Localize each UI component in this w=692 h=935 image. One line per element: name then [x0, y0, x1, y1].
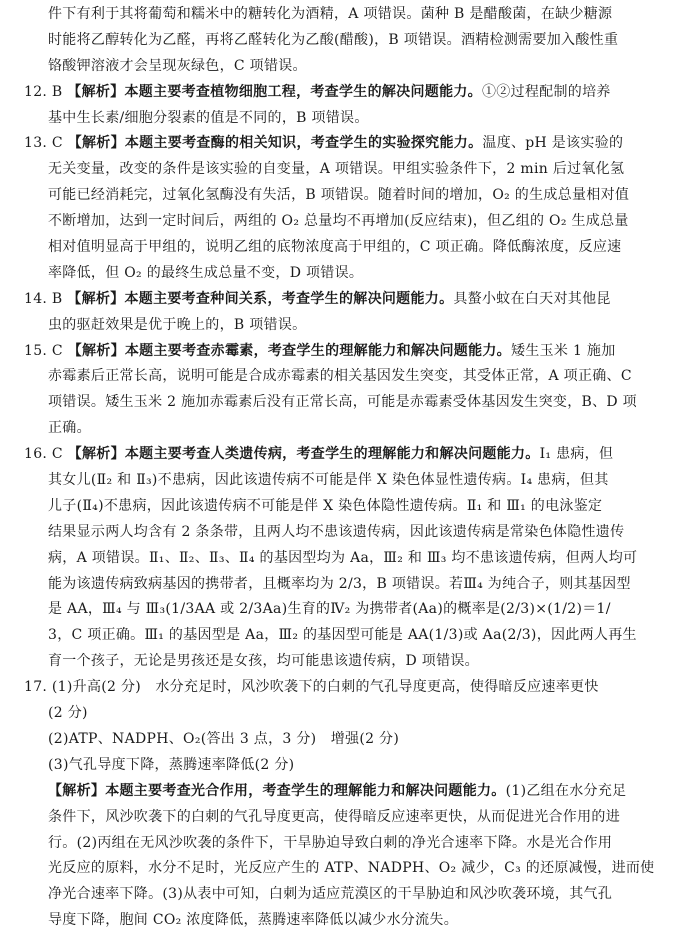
question-number: 14. B: [24, 290, 68, 307]
text-line: [24, 390, 672, 416]
line-text: 无关变量，改变的条件是该实验的自变量，A 项错误。甲组实验条件下，2 min 后过氧化氢: [48, 161, 625, 178]
line-text: 3，C 项正确。Ⅲ₁ 的基因型是 Aa，Ⅲ₂ 的基因型可能是 AA(1/3)或 Aa(2/3)，因此两人再生: [48, 627, 637, 644]
question-number: 17.: [24, 679, 52, 696]
text-line: [24, 183, 672, 209]
question-number: 13. C: [24, 135, 68, 152]
text-line: [24, 597, 672, 623]
line-text: Ⅰ₁ 患病，但: [539, 446, 614, 463]
text-line: [24, 753, 672, 779]
line-text: 矮生玉米 1 施加: [511, 342, 616, 359]
text-line: [24, 779, 672, 805]
text-line: [24, 106, 672, 132]
analysis-heading: 【解析】本题主要考查人类遗传病，考查学生的理解能力和解决问题能力。: [67, 446, 540, 463]
line-text: (1)乙组在水分充足: [505, 782, 627, 799]
text-line: [24, 442, 672, 468]
text-line: [24, 313, 672, 339]
analysis-heading: 【解析】本题主要考查光合作用，考查学生的理解能力和解决问题能力。: [48, 782, 506, 799]
line-text: 铬酸钾溶液才会呈现灰绿色，C 项错误。: [48, 57, 307, 74]
text-line: [24, 572, 672, 598]
text-line: [24, 701, 672, 727]
text-line: [24, 261, 672, 287]
line-text: 正确。: [48, 420, 91, 437]
text-line: [24, 494, 672, 520]
line-text: (2)ATP、NADPH、O₂(答出 3 点，3 分) 增强(2 分): [48, 730, 400, 747]
text-line: [24, 805, 672, 831]
text-line: [24, 649, 672, 675]
line-text: 率降低，但 O₂ 的最终生成总量不变，D 项错误。: [48, 264, 364, 281]
text-line: [24, 209, 672, 235]
line-text: 其女儿(Ⅱ₂ 和 Ⅱ₃)不患病，因此该遗传病不可能是伴 X 染色体显性遗传病。Ⅰ₄ 患病，但其: [48, 472, 609, 489]
line-text: 育一个孩子，无论是男孩还是女孩，均可能患该遗传病，D 项错误。: [48, 653, 479, 670]
analysis-heading: 【解析】本题主要考查酶的相关知识，考查学生的实验探究能力。: [67, 135, 483, 152]
text-line: [24, 727, 672, 753]
text-line: [24, 54, 672, 80]
line-text: 光反应的原料，水分不足时，光反应产生的 ATP、NADPH、O₂ 减少，C₃ 的还原减慢，进而使: [48, 860, 655, 877]
line-text: (2 分): [48, 705, 88, 722]
text-line: [24, 882, 672, 908]
line-text: 时能将乙醇转化为乙醛，再将乙醛转化为乙酸(醋酸)，B 项错误。酒精检测需要加入酸性重: [48, 31, 619, 48]
text-line: [24, 520, 672, 546]
question-number: 15. C: [24, 342, 68, 359]
line-text: 条件下，风沙吹袭下的白刺的气孔导度更高，使得暗反应速率更快，从而促进光合作用的进: [48, 808, 620, 825]
line-text: 件下有利于其将葡萄和糯米中的糖转化为酒精，A 项错误。菌种 B 是醋酸菌，在缺少糖源: [48, 6, 613, 22]
text-line: [24, 80, 672, 106]
analysis-heading: 【解析】本题主要考查赤霉素，考查学生的理解能力和解决问题能力。: [67, 342, 511, 359]
text-line: [24, 157, 672, 183]
text-line: [24, 856, 672, 882]
question-number: 16. C: [24, 446, 68, 463]
text-line: [24, 908, 672, 934]
line-text: 可能已经消耗完，过氧化氢酶没有失活，B 项错误。随着时间的增加，O₂ 的生成总量相对值: [48, 187, 630, 204]
line-text: (1)升高(2 分) 水分充足时，风沙吹袭下的白刺的气孔导度更高，使得暗反应速率更快: [51, 679, 599, 696]
question-number: 12. B: [24, 83, 68, 100]
line-text: 儿子(Ⅱ₄)不患病，因此该遗传病不可能是伴 X 染色体隐性遗传病。Ⅱ₁ 和 Ⅲ₁ 的电泳鉴定: [48, 497, 603, 514]
text-line: [24, 416, 672, 442]
analysis-heading: 【解析】本题主要考查种间关系，考查学生的解决问题能力。: [67, 290, 454, 307]
analysis-heading: 【解析】本题主要考查植物细胞工程，考查学生的解决问题能力。: [67, 83, 482, 100]
line-text: 相对值明显高于甲组的，说明乙组的底物浓度高于甲组的，C 项正确。降低酶浓度，反应速: [48, 239, 622, 256]
line-text: ①②过程配制的培养: [481, 83, 611, 100]
line-text: 具螯小蚊在白天对其他昆: [453, 290, 611, 307]
line-text: 病，A 项错误。Ⅱ₁、Ⅱ₂、Ⅱ₃、Ⅱ₄ 的基因型均为 Aa，Ⅲ₂ 和 Ⅲ₃ 均不患该遗传病，但两人均可: [48, 549, 638, 566]
line-text: 虫的驱赶效果是优于晚上的，B 项错误。: [48, 316, 307, 333]
text-line: [24, 339, 672, 365]
text-line: [24, 546, 672, 572]
text-line: [24, 468, 672, 494]
text-line: [24, 131, 672, 157]
line-text: 导度下降，胞间 CO₂ 浓度降低，蒸腾速率降低以减少水分流失。: [48, 912, 459, 929]
line-text: 是 AA，Ⅲ₄ 与 Ⅲ₃(1/3AA 或 2/3Aa)生育的Ⅳ₂ 为携带者(Aa)的概率是(2/3)×(1/2)＝1/: [48, 601, 611, 618]
text-line: [24, 287, 672, 313]
line-text: 行。(2)丙组在无风沙吹袭的条件下，干旱胁迫导致白刺的净光合速率下降。水是光合作用: [48, 834, 613, 851]
text-line: [24, 2, 672, 28]
line-text: 项错误。矮生玉米 2 施加赤霉素后没有正常长高，可能是赤霉素受体基因发生突变，B、D 项: [48, 394, 637, 411]
text-line: [24, 364, 672, 390]
line-text: 能为该遗传病致病基因的携带者，且概率均为 2/3，B 项错误。若Ⅲ₄ 为纯合子，则其基因型: [48, 575, 631, 592]
line-text: 结果显示两人均含有 2 条条带，且两人均不患该遗传病，因此该遗传病是常染色体隐性遗传: [48, 523, 625, 540]
text-line: [24, 623, 672, 649]
text-line: [24, 28, 672, 54]
line-text: 净光合速率下降。(3)从表中可知，白刺为适应荒漠区的干旱胁迫和风沙吹袭环境，其气孔: [48, 886, 613, 903]
text-line: [24, 675, 672, 701]
text-line: [24, 831, 672, 857]
line-text: 不断增加，达到一定时间后，两组的 O₂ 总量均不再增加(反应结束)，但乙组的 O₂ 生成总量: [48, 213, 629, 230]
line-text: (3)气孔导度下降，蒸腾速率降低(2 分): [48, 756, 295, 773]
line-text: 基中生长素/细胞分裂素的值是不同的，B 项错误。: [48, 109, 369, 126]
line-text: 赤霉素后正常长高，说明可能是合成赤霉素的相关基因发生突变，其受体正常，A 项正确、C: [48, 368, 632, 385]
line-text: 温度、pH 是该实验的: [482, 135, 624, 152]
text-line: [24, 235, 672, 261]
